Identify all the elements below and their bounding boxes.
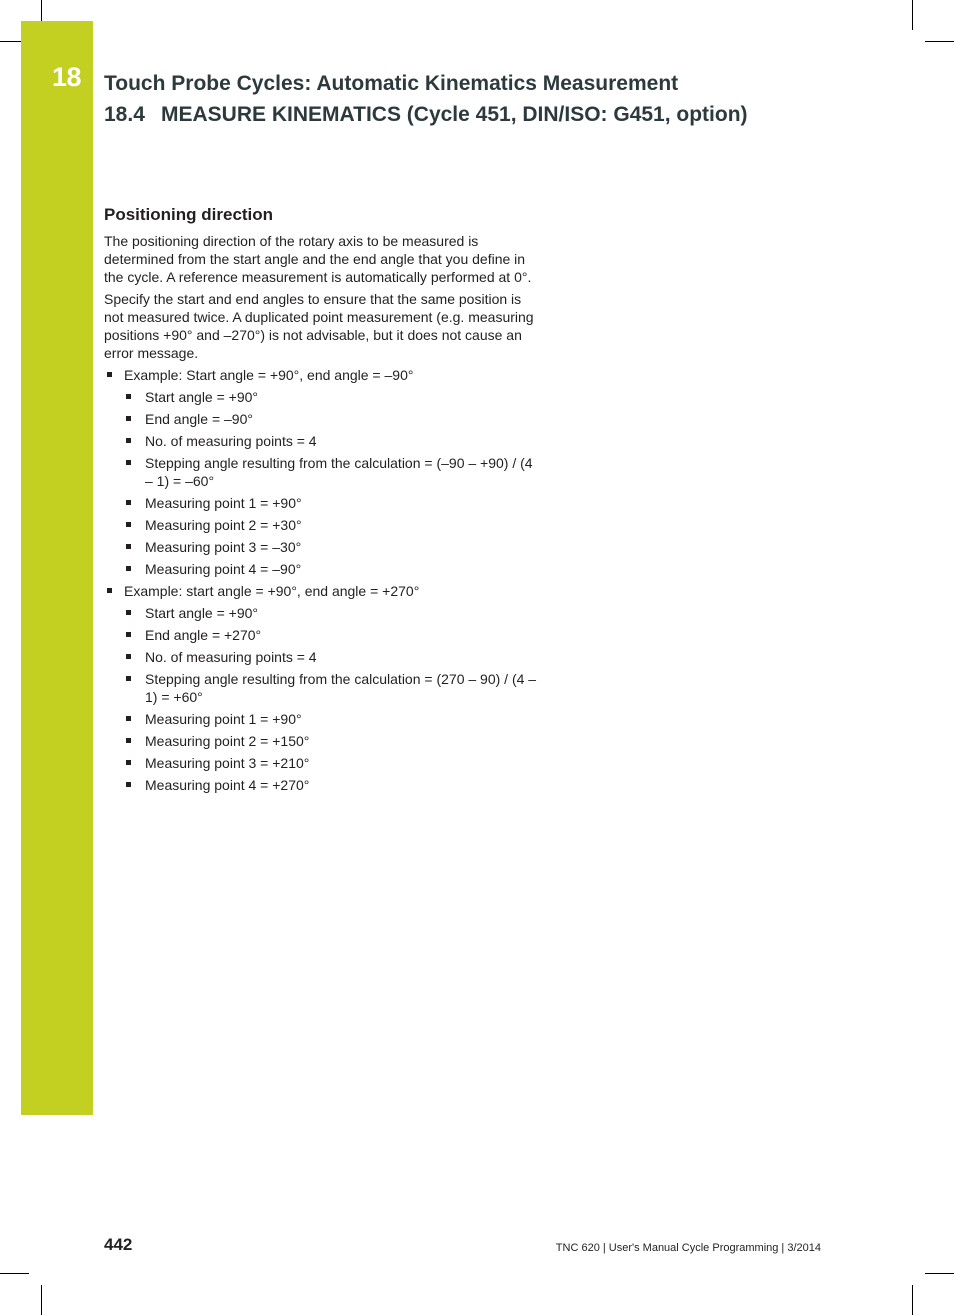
example-label: Example: Start angle = +90°, end angle = –90° bbox=[124, 367, 414, 383]
section-number: 18.4 bbox=[104, 103, 145, 126]
example-sublist bbox=[124, 604, 544, 794]
section-title-text: MEASURE KINEMATICS (Cycle 451, DIN/ISO: G451, option) bbox=[161, 103, 748, 126]
chapter-title: Touch Probe Cycles: Automatic Kinematics Measurement bbox=[104, 72, 679, 95]
bullet-icon bbox=[126, 760, 131, 765]
list-item bbox=[124, 604, 544, 622]
bullet-icon bbox=[126, 566, 131, 571]
list-item bbox=[124, 560, 544, 578]
crop-mark bbox=[912, 1285, 913, 1315]
list-item-text: Stepping angle resulting from the calculation = (270 – 90) / (4 – 1) = +60° bbox=[145, 671, 537, 705]
list-item-example-2 bbox=[104, 582, 544, 794]
list-item-text: Measuring point 1 = +90° bbox=[145, 711, 302, 727]
list-item-text: Measuring point 1 = +90° bbox=[145, 495, 302, 511]
example-list bbox=[104, 366, 544, 794]
list-item-text: Stepping angle resulting from the calculation = (–90 – +90) / (4 – 1) = –60° bbox=[145, 455, 533, 489]
list-item-text: End angle = –90° bbox=[145, 411, 253, 427]
list-item bbox=[124, 388, 544, 406]
crop-mark bbox=[925, 1273, 954, 1274]
crop-mark bbox=[912, 0, 913, 30]
list-item-text: Measuring point 4 = –90° bbox=[145, 561, 302, 577]
chapter-number: 18 bbox=[52, 62, 82, 92]
list-item bbox=[124, 754, 544, 772]
list-item-text: Measuring point 2 = +150° bbox=[145, 733, 310, 749]
list-item bbox=[124, 732, 544, 750]
section-heading: Positioning direction bbox=[104, 205, 274, 224]
bullet-icon bbox=[126, 438, 131, 443]
paragraph: The positioning direction of the rotary axis to be measured is determined from the start angle and the end angle that you define in the cycle. A reference measurement is automatically performed at 0°. bbox=[104, 233, 532, 285]
list-item-text: No. of measuring points = 4 bbox=[145, 649, 317, 665]
list-item bbox=[124, 454, 544, 490]
list-item-text: Measuring point 2 = +30° bbox=[145, 517, 302, 533]
bullet-icon bbox=[126, 394, 131, 399]
bullet-icon bbox=[126, 716, 131, 721]
bullet-icon bbox=[107, 372, 112, 377]
page-number: 442 bbox=[104, 1235, 133, 1254]
list-item bbox=[124, 648, 544, 666]
crop-mark bbox=[41, 0, 42, 21]
list-item bbox=[124, 410, 544, 428]
footer-text: TNC 620 | User's Manual Cycle Programming | 3/2014 bbox=[555, 1242, 821, 1254]
bullet-icon bbox=[126, 500, 131, 505]
list-item bbox=[124, 494, 544, 512]
list-item-text: End angle = +270° bbox=[145, 627, 262, 643]
list-item-text: Measuring point 3 = –30° bbox=[145, 539, 302, 555]
list-item bbox=[124, 538, 544, 556]
bullet-icon bbox=[126, 610, 131, 615]
list-item bbox=[124, 432, 544, 450]
example-sublist bbox=[124, 388, 544, 578]
list-item bbox=[124, 626, 544, 644]
list-item-text: Start angle = +90° bbox=[145, 389, 259, 405]
bullet-icon bbox=[126, 738, 131, 743]
bullet-icon bbox=[126, 416, 131, 421]
list-item-text: Measuring point 4 = +270° bbox=[145, 777, 310, 793]
list-item bbox=[124, 516, 544, 534]
crop-mark bbox=[41, 1285, 42, 1315]
bullet-icon bbox=[126, 522, 131, 527]
main-content bbox=[104, 205, 544, 794]
list-item bbox=[124, 776, 544, 794]
chapter-sidebar bbox=[21, 21, 93, 1115]
bullet-icon bbox=[126, 460, 131, 465]
bullet-icon bbox=[126, 654, 131, 659]
list-item bbox=[124, 670, 544, 706]
section-title bbox=[104, 103, 748, 127]
list-item-text: No. of measuring points = 4 bbox=[145, 433, 317, 449]
crop-mark bbox=[0, 41, 21, 42]
bullet-icon bbox=[126, 782, 131, 787]
crop-mark bbox=[925, 41, 954, 42]
list-item-text: Measuring point 3 = +210° bbox=[145, 755, 310, 771]
bullet-icon bbox=[126, 632, 131, 637]
paragraph: Specify the start and end angles to ensure that the same position is not measured twice. A duplicated point measurement (e.g. measuring positions +90° and –270°) is not advisable, but it does not cause an error message. bbox=[104, 291, 534, 361]
list-item-example-1 bbox=[104, 366, 544, 578]
bullet-icon bbox=[126, 544, 131, 549]
example-label: Example: start angle = +90°, end angle = +270° bbox=[124, 583, 420, 599]
bullet-icon bbox=[126, 676, 131, 681]
list-item bbox=[124, 710, 544, 728]
crop-mark bbox=[0, 1273, 29, 1274]
list-item-text: Start angle = +90° bbox=[145, 605, 259, 621]
bullet-icon bbox=[107, 588, 112, 593]
